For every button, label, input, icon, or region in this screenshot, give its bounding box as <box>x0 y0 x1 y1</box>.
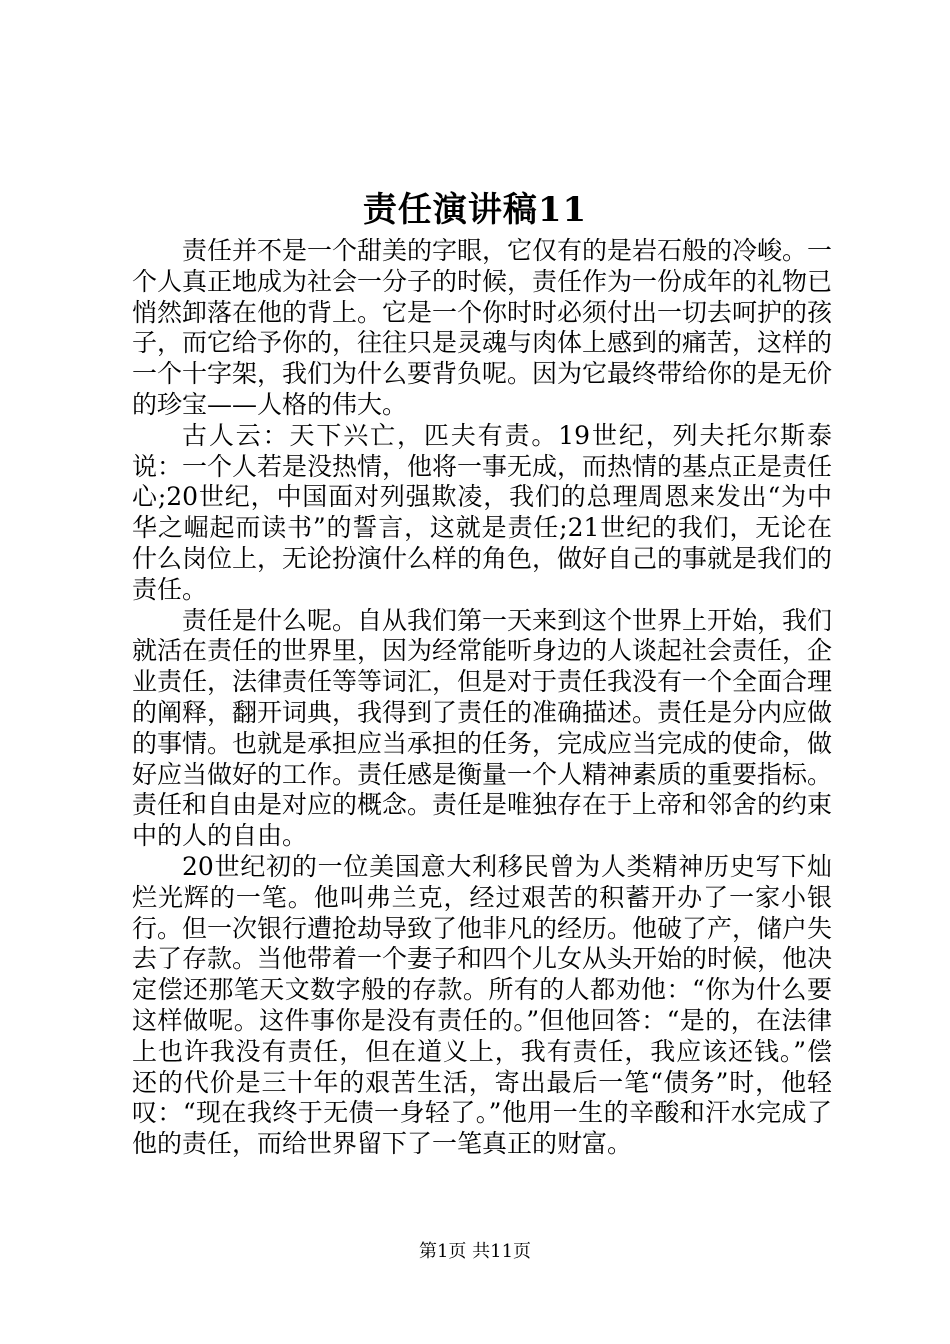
document-body <box>132 236 832 1160</box>
document-title: 责任演讲稿11 <box>362 190 588 230</box>
paragraph-2: 古人云：天下兴亡，匹夫有责。19世纪，列夫托尔斯泰说：一个人若是没热情，他将一事无成，而热情的基点正是责任心;20世纪，中国面对列强欺凌，我们的总理周恩来发出“为中华之崛起而读书”的誓言，这就是责任;21世纪的我们，无论在什么岗位上，无论扮演什么样的角色，做好自己的事就是我们的责任。 <box>132 420 833 604</box>
paragraph-4: 20世纪初的一位美国意大利移民曾为人类精神历史写下灿烂光辉的一笔。他叫弗兰克，经过艰苦的积蓄开办了一家小银行。但一次银行遭抢劫导致了他非凡的经历。他破了产，储户失去了存款。当他带着一个妻子和四个儿女从头开始的时候，他决定偿还那笔天文数字般的存款。所有的人都劝他：“你为什么要这样做呢。这件事你是没有责任的。”但他回答：“是的，在法律上也许我没有责任，但在道义上，我有责任，我应该还钱。”偿还的代价是三十年的艰苦生活，寄出最后一笔“债务”时，他轻叹：“现在我终于无债一身轻了。”他用一生的辛酸和汗水完成了他的责任，而给世界留下了一笔真正的财富。 <box>132 851 833 1159</box>
paragraph-3: 责任是什么呢。自从我们第一天来到这个世界上开始，我们就活在责任的世界里，因为经常能听身边的人谈起社会责任，企业责任，法律责任等等词汇，但是对于责任我没有一个全面合理的阐释，翻开词典，我得到了责任的准确描述。责任是分内应做的事情。也就是承担应当承担的任务，完成应当完成的使命，做好应当做好的工作。责任感是衡量一个人精神素质的重要指标。责任和自由是对应的概念。责任是唯独存在于上帝和邻舍的约束中的人的自由。 <box>132 605 833 851</box>
paragraph-1: 责任并不是一个甜美的字眼，它仅有的是岩石般的冷峻。一个人真正地成为社会一分子的时候，责任作为一份成年的礼物已悄然卸落在他的背上。它是一个你时时必须付出一切去呵护的孩子，而它给予你的，往往只是灵魂与肉体上感到的痛苦，这样的一个十字架，我们为什么要背负呢。因为它最终带给你的是无价的珍宝——人格的伟大。 <box>132 236 833 419</box>
page-footer: 第1页 共11页 <box>418 1241 532 1262</box>
